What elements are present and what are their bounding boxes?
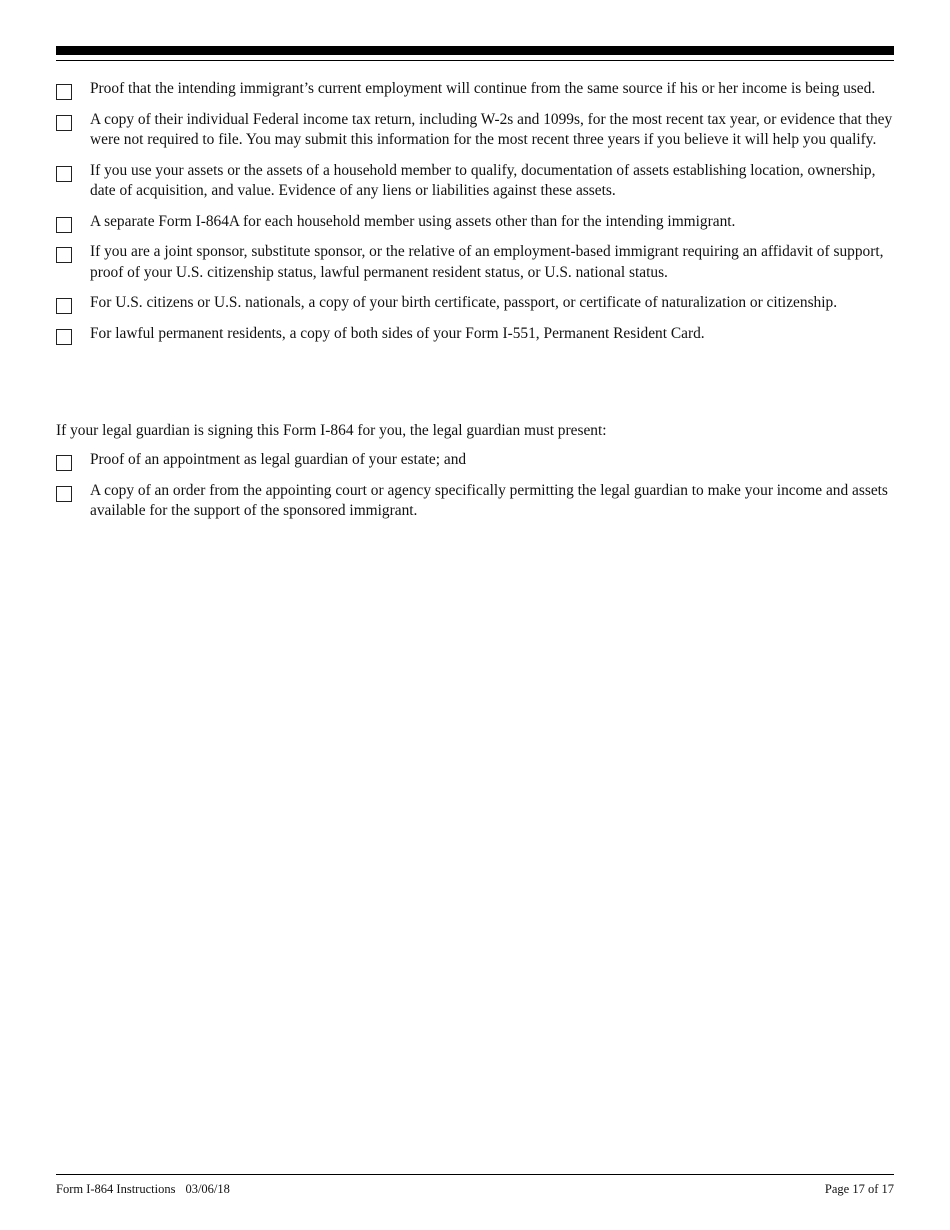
checklist-item [56, 324, 894, 345]
footer-page-number: Page 17 of 17 [824, 1182, 894, 1196]
checkbox[interactable] [56, 486, 72, 502]
checkbox[interactable] [56, 84, 72, 100]
checkbox[interactable] [56, 298, 72, 314]
checklist-item-text: If you are a joint sponsor, substitute sponsor, or the relative of an employment-based immigrant requiring an affidavit of support, proof of your U.S. citizenship status, lawful permanent resident status, or U.S. national status. [90, 243, 884, 281]
checklist-item-text: Proof of an appointment as legal guardian of your estate; and [90, 451, 467, 468]
footer-rule [56, 1174, 894, 1175]
checkbox[interactable] [56, 217, 72, 233]
footer-form-info [56, 1182, 230, 1197]
checklist-item-text: A copy of their individual Federal income tax return, including W-2s and 1099s, for the most recent tax year, or evidence that they were not required to file. You may submit this information for the most recent three years if you believe it will help you qualify. [90, 110, 893, 148]
checkbox[interactable] [56, 115, 72, 131]
checklist-item-text: If you use your assets or the assets of a household member to qualify, documentation of assets establishing location, ownership, date of acquisition, and value. Evidence of any liens or liabilities against these assets. [90, 161, 876, 199]
checklist-item-text: Proof that the intending immigrant’s current employment will continue from the same source if his or her income is being used. [90, 80, 876, 97]
evidence-checklist [56, 79, 894, 354]
checklist-item-text: For U.S. citizens or U.S. nationals, a copy of your birth certificate, passport, or certificate of naturalization or citizenship. [90, 294, 838, 311]
footer-form-name: Form I-864 Instructions [56, 1182, 176, 1196]
checklist-item [56, 450, 894, 471]
checklist-item-text: A separate Form I-864A for each household member using assets other than for the intending immigrant. [90, 212, 736, 230]
footer-date: 03/06/18 [185, 1182, 230, 1196]
checklist-item-text: A copy of an order from the appointing court or agency specifically permitting the legal guardian to make your income and assets available for the support of the sponsored immigrant. [90, 481, 888, 519]
checkbox[interactable] [56, 247, 72, 263]
checklist-item [56, 242, 894, 283]
guardian-checklist [56, 450, 894, 532]
checkbox[interactable] [56, 166, 72, 182]
header-thick-rule [56, 46, 894, 55]
checklist-item [56, 481, 894, 522]
checklist-item-text: For lawful permanent residents, a copy of both sides of your Form I-551, Permanent Resident Card. [90, 324, 705, 342]
checklist-item [56, 110, 894, 151]
checklist-item [56, 79, 894, 100]
checklist-item [56, 212, 894, 233]
checkbox[interactable] [56, 455, 72, 471]
checklist-item [56, 293, 894, 314]
checklist-item [56, 161, 894, 202]
guardian-intro-text: If your legal guardian is signing this Form I-864 for you, the legal guardian must present: [56, 422, 607, 439]
header-thin-rule [56, 60, 894, 61]
checkbox[interactable] [56, 329, 72, 345]
